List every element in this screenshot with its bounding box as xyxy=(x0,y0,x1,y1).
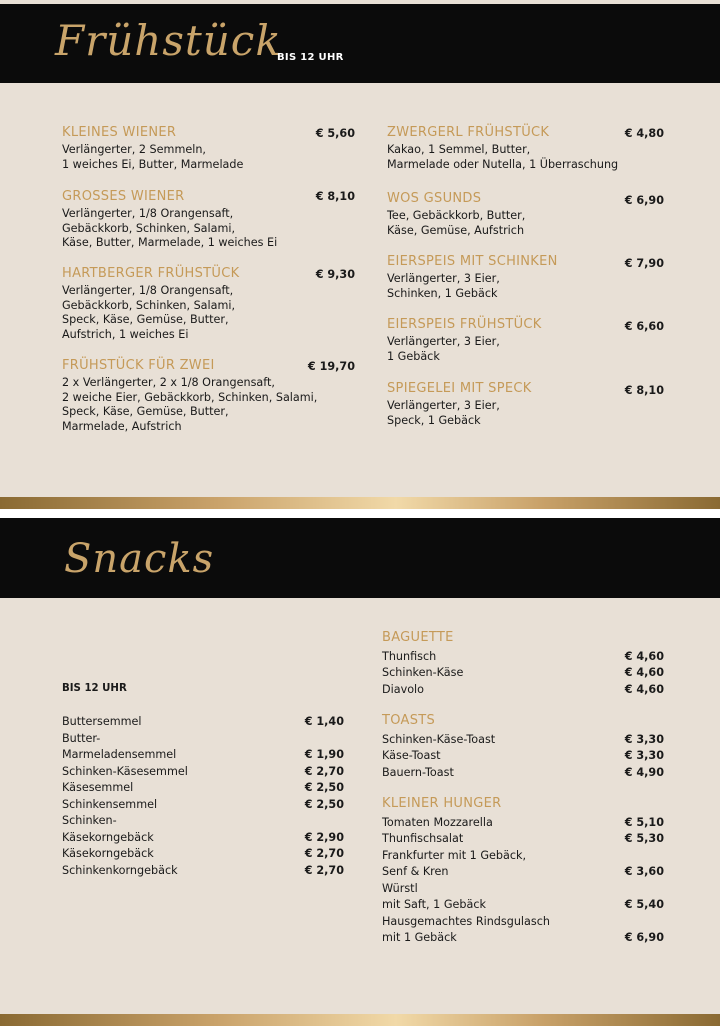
item-name: Käse-Toast xyxy=(382,749,441,762)
item-name: Thunfischsalat xyxy=(382,832,464,845)
list-item xyxy=(62,846,344,863)
list-item xyxy=(62,863,344,880)
breakfast-time-badge: BIS 12 UHR xyxy=(277,52,344,63)
menu-item xyxy=(387,317,617,364)
item-price: € 2,90 xyxy=(304,830,344,844)
item-price: € 6,90 xyxy=(624,194,664,207)
item-price: € 8,10 xyxy=(624,384,664,397)
item-price: € 3,60 xyxy=(624,865,664,878)
item-title: ZWERGERL FRÜHSTÜCK xyxy=(387,125,550,140)
item-name: Schinkensemmel xyxy=(62,797,158,811)
item-price: € 5,10 xyxy=(624,815,664,829)
item-title: KLEINES WIENER xyxy=(62,125,177,140)
item-title: SPIEGELEI MIT SPECK xyxy=(387,381,532,396)
menu-item xyxy=(62,358,342,434)
item-description: Verlängerter, 2 Semmeln, 1 weiches Ei, Butter, Marmelade xyxy=(62,143,244,171)
item-title: FRÜHSTÜCK FÜR ZWEI xyxy=(62,358,215,373)
menu-item xyxy=(62,189,332,251)
item-price: € 9,30 xyxy=(315,268,355,281)
item-price: € 6,90 xyxy=(624,931,664,944)
item-name: Tomaten Mozzarella xyxy=(382,815,493,829)
menu-item xyxy=(387,254,617,301)
item-price: € 2,50 xyxy=(304,797,344,811)
menu-item xyxy=(387,191,617,238)
breakfast-heading: Frühstück xyxy=(55,16,282,65)
list-item xyxy=(382,682,664,699)
menu-item xyxy=(387,125,647,172)
item-description: Verlängerter, 3 Eier, 1 Gebäck xyxy=(387,335,500,363)
item-price: € 7,90 xyxy=(624,257,664,270)
item-title: WOS GSUNDS xyxy=(387,191,482,206)
menu-item xyxy=(62,125,332,172)
item-price: € 3,30 xyxy=(624,749,664,762)
item-name: Schinken-Käsesemmel xyxy=(62,764,188,778)
item-name: Schinken-Käse-Toast xyxy=(382,732,496,746)
list-item xyxy=(382,848,664,881)
item-name: Schinkenkorngebäck xyxy=(62,863,178,877)
item-price: € 8,10 xyxy=(315,190,355,203)
item-name: Thunfisch xyxy=(382,649,437,663)
item-name: Bauern-Toast xyxy=(382,765,454,779)
item-name: Schinken- Käsekorngebäck xyxy=(62,814,154,844)
item-price: € 1,40 xyxy=(304,715,344,728)
item-title: EIERSPEIS MIT SCHINKEN xyxy=(387,254,558,269)
snacks-left-list xyxy=(62,714,344,879)
menu-item xyxy=(387,381,617,428)
list-item xyxy=(62,813,344,846)
item-price: € 5,40 xyxy=(624,898,664,911)
snacks-right-list xyxy=(382,630,664,947)
item-price: € 4,90 xyxy=(624,765,664,779)
page-gap xyxy=(0,509,720,518)
item-title: EIERSPEIS FRÜHSTÜCK xyxy=(387,317,542,332)
item-name: Frankfurter mit 1 Gebäck, Senf & Kren xyxy=(382,848,527,878)
item-price: € 4,60 xyxy=(624,649,664,663)
item-description: 2 x Verlängerter, 2 x 1/8 Orangensaft, 2 weiche Eier, Gebäckkorb, Schinken, Salami, Speck, Käse, Gemüse, Butter, Marmelade, Aufstrich xyxy=(62,376,318,433)
menu-item xyxy=(62,266,332,342)
section-title: TOASTS xyxy=(382,713,436,728)
item-price: € 2,70 xyxy=(304,764,344,778)
list-item xyxy=(382,914,664,947)
item-price: € 2,70 xyxy=(304,863,344,877)
item-description: Verlängerter, 3 Eier, Speck, 1 Gebäck xyxy=(387,399,500,427)
item-price: € 1,90 xyxy=(304,748,344,761)
list-item xyxy=(382,765,664,782)
section-title: BAGUETTE xyxy=(382,630,454,645)
section-title: KLEINER HUNGER xyxy=(382,796,502,811)
gold-divider-bar xyxy=(0,497,720,509)
item-price: € 6,60 xyxy=(624,320,664,333)
item-price: € 5,60 xyxy=(315,127,355,140)
item-description: Verlängerter, 3 Eier, Schinken, 1 Gebäck xyxy=(387,272,500,300)
item-description: Tee, Gebäckkorb, Butter, Käse, Gemüse, Aufstrich xyxy=(387,209,526,237)
list-item xyxy=(62,731,344,764)
item-price: € 2,70 xyxy=(304,847,344,860)
list-item xyxy=(382,815,664,832)
item-title: HARTBERGER FRÜHSTÜCK xyxy=(62,266,240,281)
item-name: Buttersemmel xyxy=(62,715,142,728)
list-item xyxy=(382,732,664,749)
item-price: € 19,70 xyxy=(307,360,355,373)
list-item xyxy=(62,797,344,814)
item-name: Würstl mit Saft, 1 Gebäck xyxy=(382,881,486,911)
item-description: Verlängerter, 1/8 Orangensaft, Gebäckkorb, Schinken, Salami, Käse, Butter, Marmelade, 1 weiches Ei xyxy=(62,207,278,249)
item-price: € 4,80 xyxy=(624,127,664,140)
item-description: Kakao, 1 Semmel, Butter, Marmelade oder Nutella, 1 Überraschung xyxy=(387,143,619,171)
item-name: Käsekorngebäck xyxy=(62,847,154,860)
list-item xyxy=(382,649,664,666)
list-item xyxy=(62,714,344,731)
item-price: € 3,30 xyxy=(624,732,664,746)
item-name: Käsesemmel xyxy=(62,781,134,794)
list-item xyxy=(382,881,664,914)
snacks-heading: Snacks xyxy=(64,536,215,582)
item-price: € 4,60 xyxy=(624,682,664,696)
item-description: Verlängerter, 1/8 Orangensaft, Gebäckkorb, Schinken, Salami, Speck, Käse, Gemüse, Butter, Aufstrich, 1 weiches Ei xyxy=(62,284,236,341)
list-item xyxy=(62,764,344,781)
list-item xyxy=(382,831,664,848)
item-price: € 2,50 xyxy=(304,781,344,794)
item-price: € 5,30 xyxy=(624,832,664,845)
item-name: Diavolo xyxy=(382,682,424,696)
item-title: GROSSES WIENER xyxy=(62,189,185,204)
list-item xyxy=(62,780,344,797)
list-item xyxy=(382,665,664,682)
item-name: Hausgemachtes Rindsgulasch mit 1 Gebäck xyxy=(382,914,550,944)
list-item xyxy=(382,748,664,765)
item-price: € 4,60 xyxy=(624,666,664,679)
item-name: Schinken-Käse xyxy=(382,666,464,679)
item-name: Butter- Marmeladensemmel xyxy=(62,731,177,761)
gold-divider-bar xyxy=(0,1014,720,1026)
snacks-time-heading: BIS 12 UHR xyxy=(62,683,127,694)
